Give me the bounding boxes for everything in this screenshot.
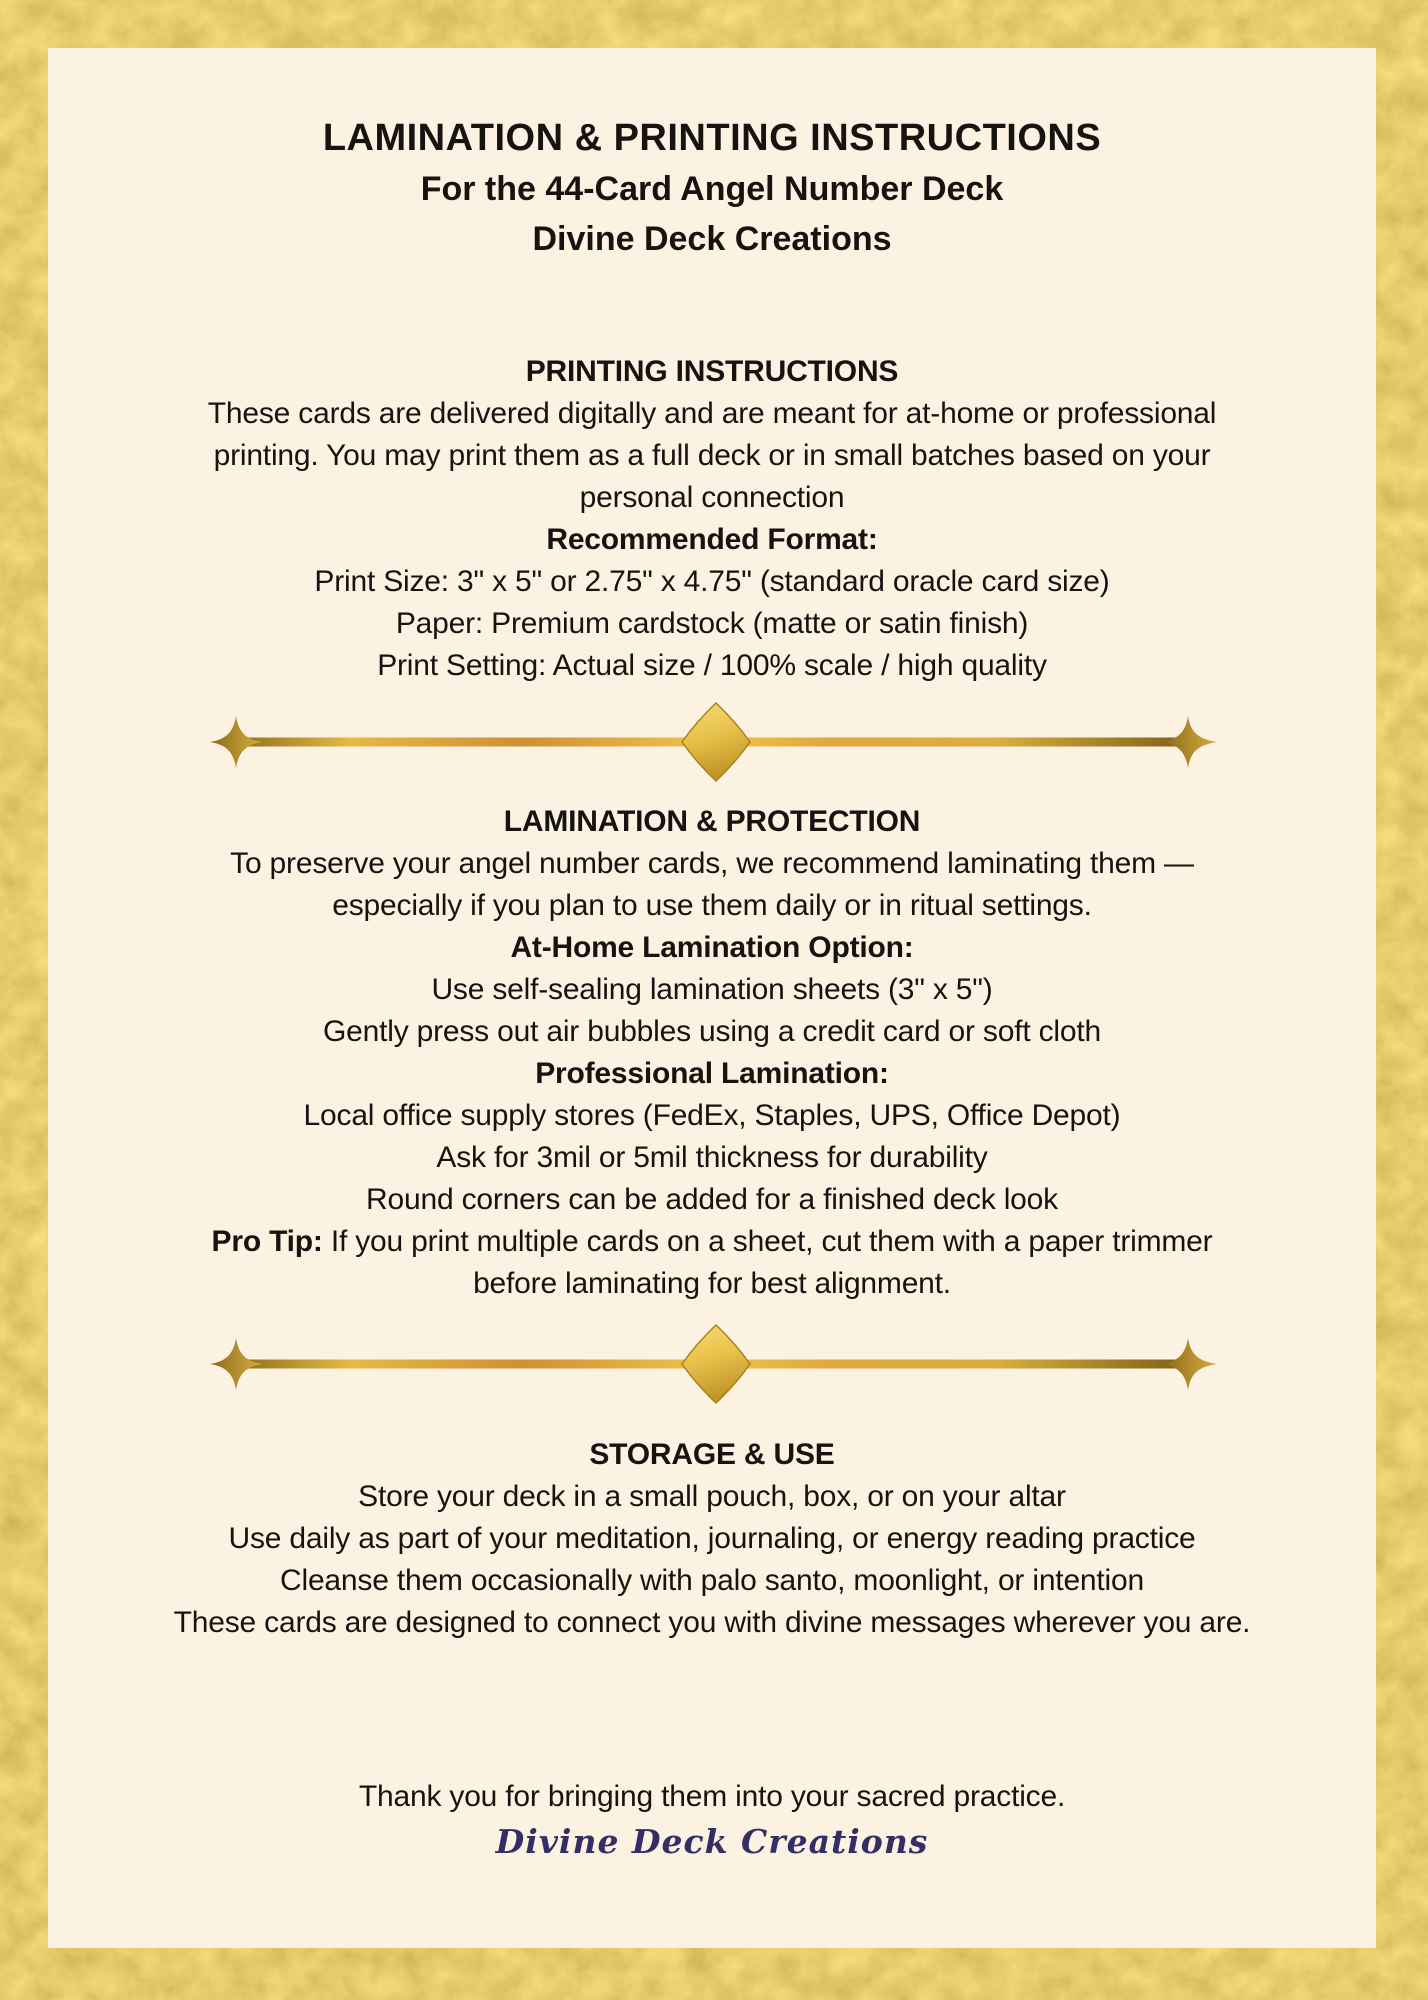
body-line: Cleanse them occasionally with palo santo, moonlight, or intention [280,1564,1144,1597]
body-line: These cards are designed to connect you with divine messages wherever you are. [173,1606,1251,1639]
subsection-heading: At-Home Lamination Option: [510,931,914,964]
printing-instructions-section [48,351,1376,687]
document-title-block [48,48,1376,264]
gold-divider-ornament [202,1324,1222,1404]
divider-sparkle-icon [1162,716,1218,768]
section-heading: LAMINATION & PROTECTION [503,805,921,838]
section-heading: PRINTING INSTRUCTIONS [525,355,899,388]
pro-tip-line: before laminating for best alignment. [473,1267,951,1300]
body-line: Round corners can be added for a finished deck look [366,1183,1058,1216]
subsection-heading: Recommended Format: [546,523,878,556]
subsection-heading: Professional Lamination: [535,1057,889,1090]
closing-block [48,1776,1376,1866]
divider-diamond-icon [682,1325,750,1403]
body-line: To preserve your angel number cards, we recommend laminating them — [230,847,1194,880]
body-line: Print Setting: Actual size / 100% scale / high quality [377,649,1047,682]
body-line: Paper: Premium cardstock (matte or satin finish) [395,607,1029,640]
body-line: especially if you plan to use them daily or in ritual settings. [332,889,1092,922]
pro-tip-text: If you print multiple cards on a sheet, cut them with a paper trimmer [322,1225,1213,1258]
body-line: Print Size: 3" x 5" or 2.75" x 4.75" (standard oracle card size) [314,565,1110,598]
section-heading: STORAGE & USE [589,1438,835,1471]
pro-tip-line [48,1221,1376,1263]
divider-diamond-icon [682,703,750,781]
body-line: Gently press out air bubbles using a credit card or soft cloth [322,1015,1101,1048]
divider-sparkle-icon [1162,1338,1218,1390]
divider-sparkle-icon [210,716,262,768]
body-line: Use daily as part of your meditation, journaling, or energy reading practice [228,1522,1196,1555]
document-body [48,48,1376,1948]
body-line: Local office supply stores (FedEx, Staples, UPS, Office Depot) [303,1099,1121,1132]
thank-you-line: Thank you for bringing them into your sacred practice. [358,1780,1066,1813]
body-line: Store your deck in a small pouch, box, or on your altar [358,1480,1066,1513]
lamination-protection-section [48,801,1376,1305]
page-title: LAMINATION & PRINTING INSTRUCTIONS [322,117,1102,159]
body-line: These cards are delivered digitally and are meant for at-home or professional [207,397,1217,430]
brand-signature: Divine Deck Creations [495,1822,929,1861]
body-line: Use self-sealing lamination sheets (3" x 5") [431,973,993,1006]
gold-divider-ornament [202,702,1222,782]
body-line: Ask for 3mil or 5mil thickness for durability [436,1141,988,1174]
page-subtitle: For the 44-Card Angel Number Deck [420,170,1004,208]
pro-tip-label: Pro Tip: [211,1225,323,1258]
body-line: personal connection [579,481,845,514]
storage-use-section [48,1434,1376,1644]
body-line: printing. You may print them as a full deck or in small batches based on your [213,439,1211,472]
brand-name: Divine Deck Creations [532,220,892,258]
divider-sparkle-icon [210,1338,262,1390]
